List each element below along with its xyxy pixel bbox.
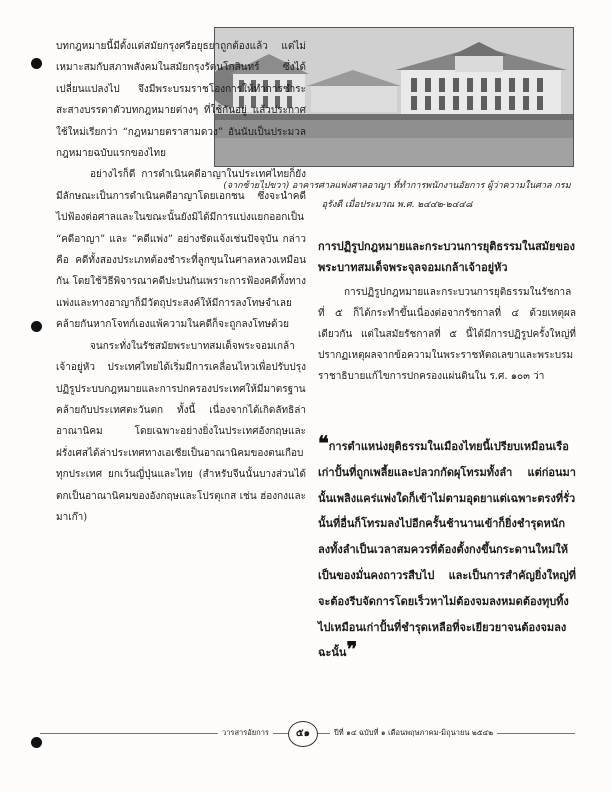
quote-text: การตำแหน่งยุติธรรมในเมืองไทยนี้เปรียบเหมือนเรือเก่าปั้นที่ถูกเพลี้ยและปลวกกัดผุโทรมทั้งลำ แต่ก่อนมานั้นเพลิงแคร่แพ่งใดก็เข้าไม่ตามอุดยาแต่เฉพาะตรงที่รั่วนั้นที่อื่นก็โทรมลงไปอีกครั้นช้านานเข้าก็ยิ่งชำรุดหนักลงทั้งลำเป็นเวลาสมควรที่ต้องตั้งกงขึ้นกระดานใหม่ให้เป็นของมั่นคงถาวรสืบไป และเป็นการสำคัญยิ่งใหญ่ที่จะต้องรีบจัดการโดยเร็วหาไม่ต้องจมลงหมดต้องทุบทิ้งไปเหมือนเก่าปั้นที่ชำรุดเหลือที่จะเยียวยาจนต้องจมลงฉะนั้น <box>318 440 576 660</box>
open-quote-mark: ❝ <box>318 431 329 455</box>
binding-hole <box>31 58 42 69</box>
close-quote-mark: ❞ <box>346 637 358 662</box>
paragraph: บทกฎหมายนี้มีตั้งแต่สมัยกรุงศรีอยุธยาถูกต้องแล้ว แต่ไม่เหมาะสมกับสภาพสังคมในสมัยกรุงรัตนโกสินทร์ ซึ่งได้เปลี่ยนแปลงไป จึงมีพระบรมราชโองการให้ทำการชำระสะสางบรรดาตัวบทกฎหมายต่างๆ ที่ใช้กันอยู่ แล้วประกาศใช้ใหม่เรียกว่า “กฎหมายตราสามดวง” อันนับเป็นประมวลกฎหมายฉบับแรกของไทย <box>56 41 306 160</box>
photo-caption: (จากซ้ายไปขวา) อาคารศาลแพ่งศาลอาญา ที่ทำการพนักงานอัยการ ผู้ว่าความในศาล กรมอุรังดี เมื่อประมาณ พ.ศ. ๒๔๔๒-๒๔๔๘ <box>223 181 571 210</box>
paragraph: อย่างไรก็ดี การดำเนินคดีอาญาในประเทศไทยก็ยังมีลักษณะเป็นการดำเนินคดีอาญาโดยเอกชน ซึ่งจะนำคดีไปฟ้องต่อศาลและในขณะนั้นยังมิได้มีการแบ่งแยกออกเป็น “คดีอาญา” และ “คดีแพ่ง” อย่างชัดแจ้งเช่นปัจจุบัน กล่าวคือ คดีทั้งสองประเภทต้องชำระที่ลูกขุนในศาลหลวงเหมือนกัน โดยใช้วิธีพิจารณาคดีปะปนกันเพราะการฟ้องคดีทั้งทางแพ่งและทางอาญาก็มีวัตถุประสงค์ให้มีการลงโทษจำเลยคล้ายกันหากโจทก์เองแพ้ความในคดีก็จะถูกลงโทษด้วย <box>56 169 306 331</box>
page-number: ๕๑ <box>288 721 318 747</box>
section-heading: การปฏิรูปกฎหมายและกระบวนการยุติธรรมในสมัยของพระบาทสมเด็จพระจุลจอมเกล้าเจ้าอยู่หัว <box>318 240 575 274</box>
left-text-column <box>56 36 306 528</box>
paragraph: การปฏิรูปกฎหมายและกระบวนการยุติธรรมในรัชกาลที่ ๕ ก็ได้กระทำขึ้นเนื่องต่อจากรัชกาลที่ ๔ ด้วยเหตุผลเดียวกัน แต่ในสมัยรัชกาลที่ ๕ นี้ได้มีการปฏิรูปครั้งใหญ่ที่ปรากฏเหตุผลจากข้อความในพระราชหัตถเลขาและพระบรมราชาธิบายแก้ไขการปกครองแผ่นดินใน ร.ศ. ๑๐๓ ว่า <box>318 287 576 382</box>
binding-hole <box>31 321 42 332</box>
pull-quote <box>318 431 576 666</box>
right-text-column <box>318 236 576 387</box>
issue-info: ปีที่ ๑๔ ฉบับที่ ๑ เดือนพฤษภาคม-มิถุนายน ๒๕๔๒ <box>330 727 497 739</box>
journal-name: วารสารอัยการ <box>218 727 273 739</box>
paragraph: จนกระทั่งในรัชสมัยพระบาทสมเด็จพระจอมเกล้าเจ้าอยู่หัว ประเทศไทยได้เริ่มมีการเคลื่อนไหวเพื่อปรับปรุงปฏิรูประบบกฎหมายและการปกครองประเทศให้มีมาตรฐานคล้ายกับประเทศตะวันตก ทั้งนี้ เนื่องจากได้เกิดลัทธิล่าอาณานิคม โดยเฉพาะอย่างยิ่งในประเทศอังกฤษและฝรั่งเศสได้ล่าประเทศทางเอเชียเป็นอาณานิคมของตนเกือบทุกประเทศ ยกเว้นญี่ปุ่นและไทย (สำหรับจีนนั้นบางส่วนได้ตกเป็นอาณานิคมของอังกฤษและโปรตุเกส เช่น ฮ่องกงและมาเก๊า) <box>56 340 306 523</box>
page-footer <box>0 718 612 748</box>
